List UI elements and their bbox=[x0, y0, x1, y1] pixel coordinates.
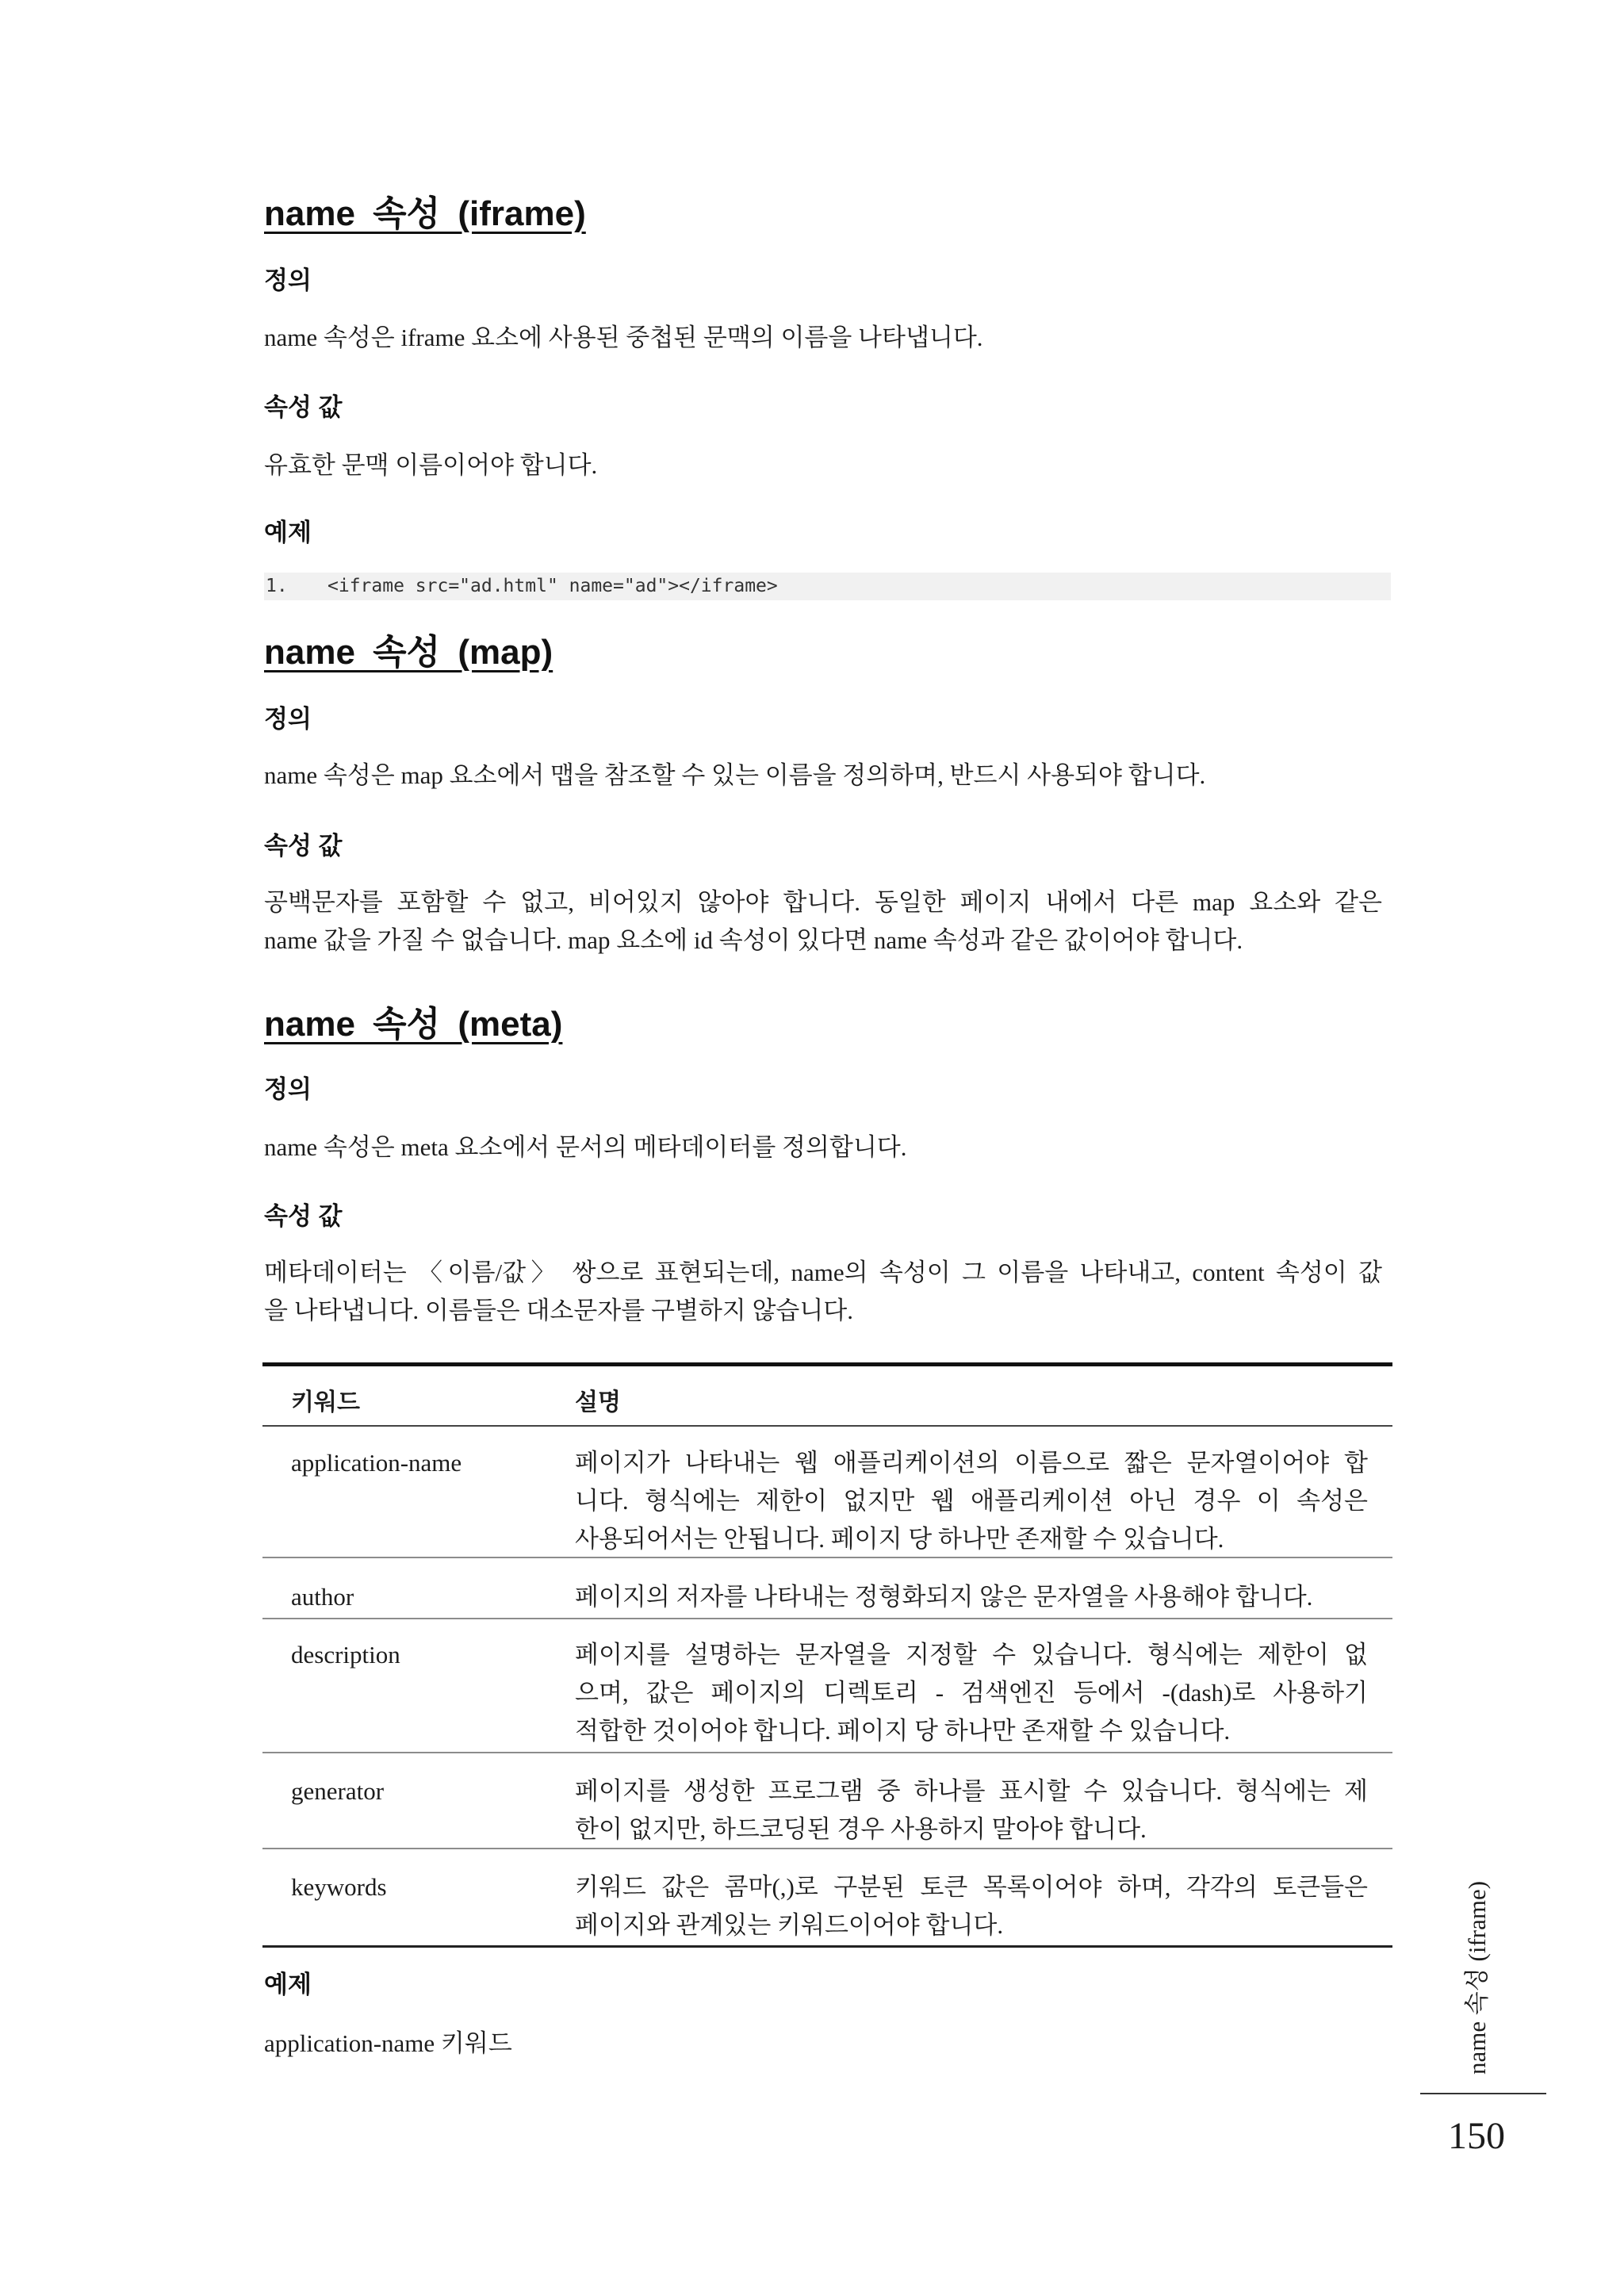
section-heading-map: name 속성 (map) bbox=[264, 633, 553, 672]
attribute-value-label: 속성 값 bbox=[264, 393, 343, 421]
table-row bbox=[262, 1427, 1392, 1558]
definition-text bbox=[264, 757, 1382, 795]
table-cell-keyword: description bbox=[291, 1641, 400, 1669]
attribute-value-label: 속성 값 bbox=[264, 1202, 343, 1230]
attribute-value-line: 을 나타냅니다. 이름들은 대소문자를 구별하지 않습니다. bbox=[264, 1297, 854, 1324]
definition-line: name 속성은 meta 요소에서 문서의 메타데이터를 정의합니다. bbox=[264, 1133, 907, 1161]
description-line: 페이지의 저자를 나타내는 정형화되지 않은 문자열을 사용해야 합니다. bbox=[575, 1583, 1313, 1611]
description-line: 으며, 값은 페이지의 디렉토리 - 검색엔진 등에서 -(dash)로 사용하기 bbox=[575, 1679, 1368, 1707]
table-row bbox=[262, 1619, 1392, 1753]
attribute-value-text bbox=[264, 1254, 1382, 1330]
description-line: 페이지와 관계있는 키워드이어야 합니다. bbox=[575, 1911, 1004, 1939]
example-label: 예제 bbox=[264, 519, 312, 546]
table-cell-description bbox=[575, 1636, 1368, 1752]
table-cell-description bbox=[575, 1868, 1368, 1945]
attribute-value-text bbox=[264, 446, 1382, 485]
meta-keyword-table bbox=[262, 1362, 1392, 1948]
running-side-header: name 속성 (iframe) bbox=[1463, 1880, 1491, 2075]
attribute-value-line: 유효한 문맥 이름이어야 합니다. bbox=[264, 451, 598, 479]
table-header-keyword: 키워드 bbox=[291, 1389, 360, 1416]
definition-line: name 속성은 iframe 요소에 사용된 중첩된 문맥의 이름을 나타냅니다. bbox=[264, 324, 983, 351]
definition-label: 정의 bbox=[264, 266, 312, 294]
table-row bbox=[262, 1849, 1392, 1948]
table-row bbox=[262, 1558, 1392, 1619]
definition-text bbox=[264, 1128, 1382, 1167]
table-row bbox=[262, 1753, 1392, 1849]
table-cell-keyword: keywords bbox=[291, 1873, 387, 1901]
definition-label: 정의 bbox=[264, 1075, 312, 1103]
definition-line: name 속성은 map 요소에서 맵을 참조할 수 있는 이름을 정의하며, 반드시 사용되야 합니다. bbox=[264, 761, 1206, 789]
attribute-value-label: 속성 값 bbox=[264, 832, 343, 860]
definition-text bbox=[264, 319, 1382, 357]
section-heading-iframe: name 속성 (iframe) bbox=[264, 194, 586, 233]
table-cell-description bbox=[575, 1444, 1368, 1557]
description-line: 페이지가 나타내는 웹 애플리케이션의 이름으로 짧은 문자열이어야 합 bbox=[575, 1449, 1368, 1477]
attribute-value-line: 메타데이터는 〈이름/값〉 쌍으로 표현되는데, name의 속성이 그 이름을 나타내고, content 속성이 값 bbox=[264, 1259, 1382, 1286]
table-cell-description bbox=[575, 1772, 1368, 1848]
description-line: 한이 없지만, 하드코딩된 경우 사용하지 말아야 합니다. bbox=[575, 1815, 1147, 1843]
code-block bbox=[264, 573, 1391, 600]
attribute-value-text bbox=[264, 883, 1382, 960]
description-line: 사용되어서는 안됩니다. 페이지 당 하나만 존재할 수 있습니다. bbox=[575, 1525, 1224, 1553]
description-line: 니다. 형식에는 제한이 없지만 웹 애플리케이션 아닌 경우 이 속성은 bbox=[575, 1487, 1368, 1515]
attribute-value-line: 공백문자를 포함할 수 없고, 비어있지 않아야 합니다. 동일한 페이지 내에서 다른 map 요소와 같은 bbox=[264, 888, 1382, 916]
table-cell-keyword: application-name bbox=[291, 1449, 462, 1477]
table-cell-keyword: author bbox=[291, 1583, 354, 1611]
attribute-value-line: name 값을 가질 수 없습니다. map 요소에 id 속성이 있다면 name 속성과 같은 값이어야 합니다. bbox=[264, 926, 1243, 954]
table-cell-description bbox=[575, 1578, 1368, 1618]
example-text bbox=[264, 2025, 1382, 2063]
table-header-description: 설명 bbox=[575, 1389, 621, 1416]
table-cell-keyword: generator bbox=[291, 1777, 385, 1805]
definition-label: 정의 bbox=[264, 705, 312, 733]
description-line: 페이지를 설명하는 문자열을 지정할 수 있습니다. 형식에는 제한이 없 bbox=[575, 1641, 1368, 1669]
example-line: application-name 키워드 bbox=[264, 2029, 512, 2057]
table-header-row bbox=[262, 1362, 1392, 1427]
example-label: 예제 bbox=[264, 1971, 312, 1998]
section-heading-meta: name 속성 (meta) bbox=[264, 1005, 563, 1044]
side-divider bbox=[1420, 2093, 1546, 2094]
description-line: 적합한 것이어야 합니다. 페이지 당 하나만 존재할 수 있습니다. bbox=[575, 1717, 1231, 1745]
code-line-number: 1. bbox=[266, 576, 288, 596]
description-line: 키워드 값은 콤마(,)로 구분된 토큰 목록이어야 하며, 각각의 토큰들은 bbox=[575, 1873, 1368, 1901]
page-number: 150 bbox=[1448, 2115, 1505, 2157]
description-line: 페이지를 생성한 프로그램 중 하나를 표시할 수 있습니다. 형식에는 제 bbox=[575, 1777, 1368, 1805]
code-line: <iframe src="ad.html" name="ad"></iframe> bbox=[327, 576, 778, 596]
